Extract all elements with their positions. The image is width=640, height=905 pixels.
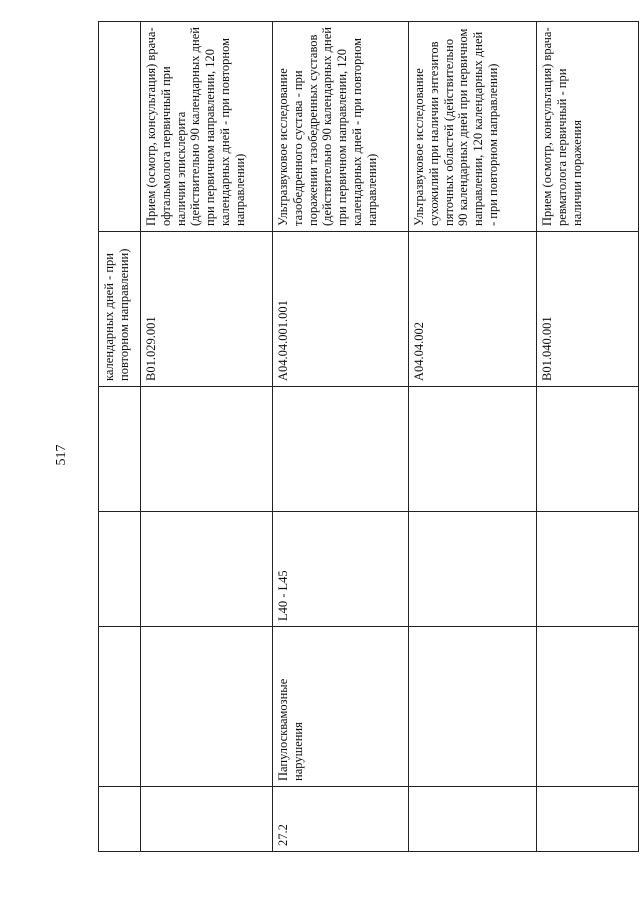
row-number: 27.2	[273, 787, 409, 852]
cell-empty	[409, 787, 537, 852]
cell-empty	[409, 512, 537, 627]
cell-empty	[141, 787, 273, 852]
rotated-table-container	[98, 22, 638, 852]
disease-group: Папулосквамозные нарушения	[273, 627, 409, 787]
cell-empty	[537, 512, 639, 627]
service-row	[409, 22, 537, 852]
cell-empty	[99, 387, 141, 512]
service-row	[141, 22, 273, 852]
page-number: 517	[54, 444, 69, 466]
header-continuation-row	[99, 22, 141, 852]
service-row	[537, 22, 639, 852]
cell-empty	[141, 627, 273, 787]
cell-empty	[537, 387, 639, 512]
service-description: Прием (осмотр, консультация) врача-ревматолога первичный - при наличии поражения	[537, 22, 639, 232]
service-code: A04.04.001.001	[273, 232, 409, 387]
service-description: Прием (осмотр, консультация) врача-офтальмолога первичный при наличии эписклерита (действительно 90 календарных дней при первичном направлении, 120 календарных дней - при повторном направлении)	[141, 22, 273, 232]
cell-empty	[537, 627, 639, 787]
icd-codes: L40 - L45	[273, 512, 409, 627]
service-description: Ультразвуковое исследование тазобедренного сустава - при поражении тазобедренных суставов (действительно 90 календарных дней при первичном направлении, 120 календарных дней - при повторном направлении)	[273, 22, 409, 232]
cell-empty	[537, 787, 639, 852]
service-code: A04.04.002	[409, 232, 537, 387]
cell-empty	[141, 512, 273, 627]
cell-empty	[99, 22, 141, 232]
cell-empty	[409, 627, 537, 787]
services-table	[98, 21, 639, 852]
service-description: Ультразвуковое исследование сухожилий при наличии энтезитов пяточных областей (действительно 90 календарных дней при первичном направлении, 120 календарных дней - при повторном направлении)	[409, 22, 537, 232]
table-row	[273, 22, 409, 852]
cell-empty	[141, 387, 273, 512]
service-code: B01.029.001	[141, 232, 273, 387]
service-code: B01.040.001	[537, 232, 639, 387]
cell-empty	[99, 787, 141, 852]
cell-empty	[409, 387, 537, 512]
cell-empty	[99, 627, 141, 787]
cell-empty	[273, 387, 409, 512]
cell-empty	[99, 512, 141, 627]
header-continuation: календарных дней - при повторном направлении)	[99, 232, 141, 387]
